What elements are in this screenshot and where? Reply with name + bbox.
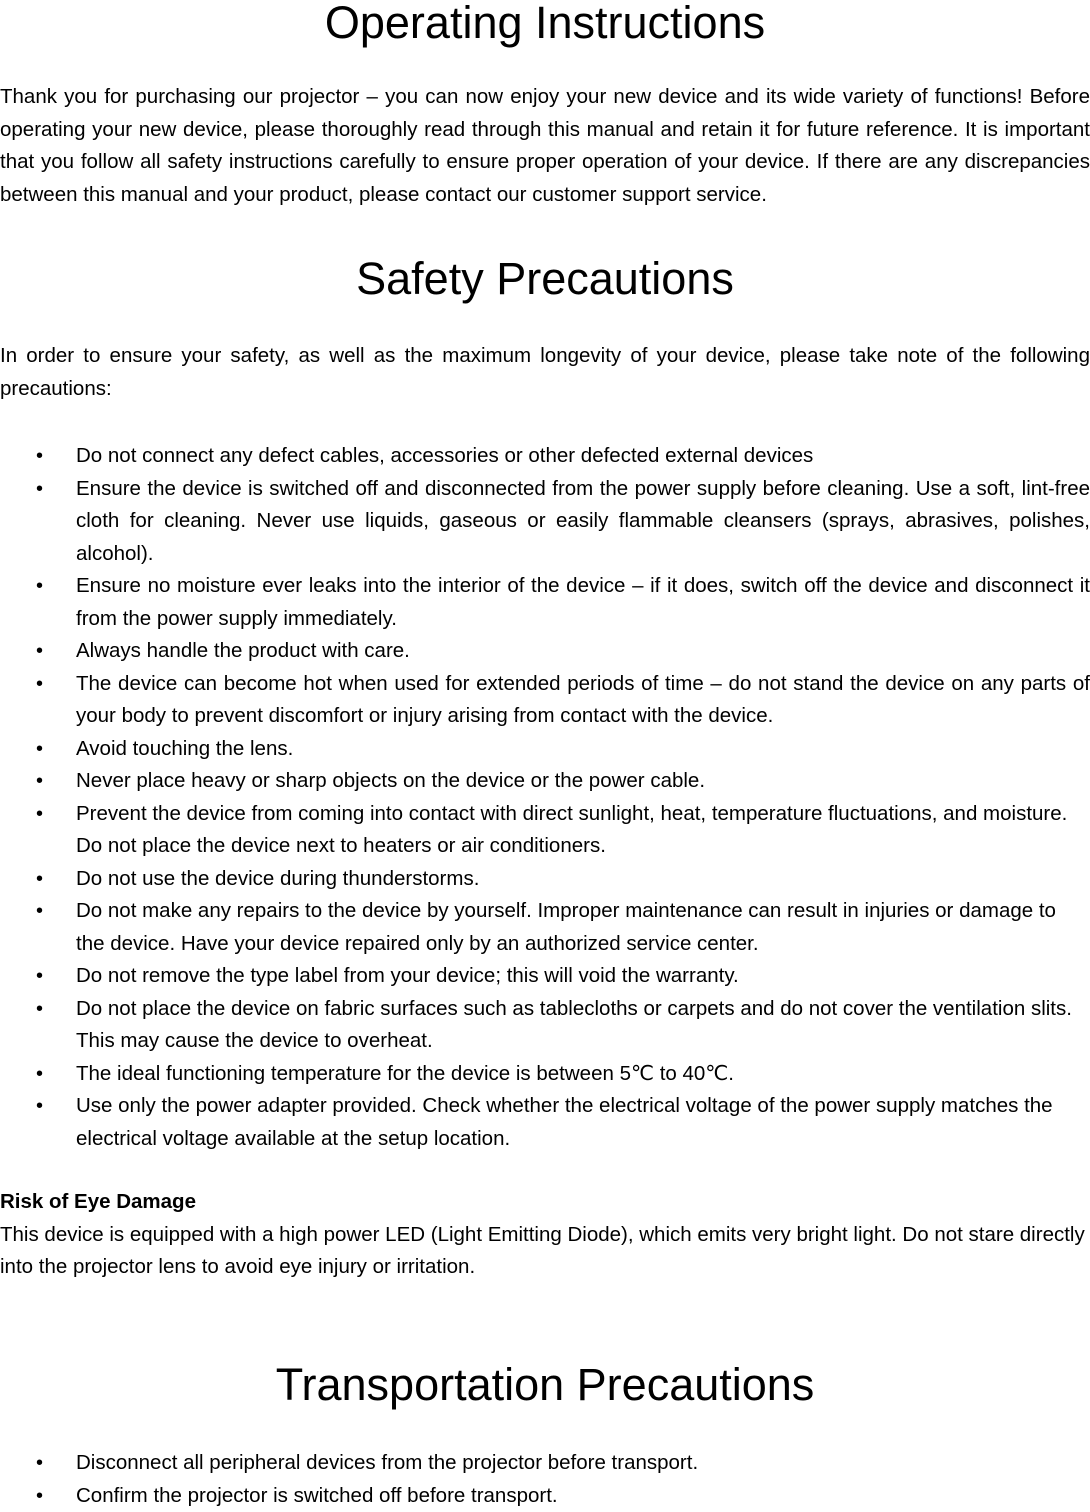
list-item	[0, 733, 1090, 766]
list-item	[0, 765, 1090, 798]
bullet-icon: •	[36, 635, 43, 668]
list-item-text: Always handle the product with care.	[76, 635, 1090, 668]
transport-heading: Transportation Precautions	[0, 1362, 1090, 1407]
list-item	[0, 570, 1090, 635]
list-item-text: Never place heavy or sharp objects on the device or the power cable.	[76, 765, 1090, 798]
bullet-icon: •	[36, 1090, 43, 1123]
safety-list	[0, 440, 1090, 1155]
list-item	[0, 440, 1090, 473]
bullet-icon: •	[36, 993, 43, 1026]
list-item-text: Prevent the device from coming into contact with direct sunlight, heat, temperature fluctuations, and moisture. Do not place the device next to heaters or air conditioners.	[76, 798, 1090, 863]
list-item	[0, 668, 1090, 733]
list-item-text: Do not place the device on fabric surfaces such as tablecloths or carpets and do not cover the ventilation slits. This may cause the device to overheat.	[76, 993, 1090, 1058]
list-item-text: Use only the power adapter provided. Check whether the electrical voltage of the power supply matches the electrical voltage available at the setup location.	[76, 1090, 1090, 1155]
bullet-icon: •	[36, 1447, 43, 1480]
bullet-icon: •	[36, 733, 43, 766]
list-item	[0, 993, 1090, 1058]
list-item	[0, 895, 1090, 960]
list-item-text: Avoid touching the lens.	[76, 733, 1090, 766]
intro-paragraph: Thank you for purchasing our projector – you can now enjoy your new device and its wide variety of functions! Before operating your new device, please thoroughly read through this manual and retain it for future reference. It is important that you follow all safety instructions carefully to ensure proper operation of your device. If there are any discrepancies between this manual and your product, please contact our customer support service.	[0, 81, 1090, 211]
bullet-icon: •	[36, 960, 43, 993]
list-item-text: Do not remove the type label from your device; this will void the warranty.	[76, 960, 1090, 993]
list-item-text: Do not use the device during thunderstorms.	[76, 863, 1090, 896]
bullet-icon: •	[36, 440, 43, 473]
list-item	[0, 863, 1090, 896]
bullet-icon: •	[36, 570, 43, 603]
list-item-text: Confirm the projector is switched off before transport.	[76, 1480, 1090, 1512]
bullet-icon: •	[36, 1480, 43, 1512]
list-item	[0, 1480, 1090, 1512]
bullet-icon: •	[36, 765, 43, 798]
list-item-text: Do not make any repairs to the device by yourself. Improper maintenance can result in injuries or damage to the device. Have your device repaired only by an authorized service center.	[76, 895, 1090, 960]
risk-text: This device is equipped with a high power LED (Light Emitting Diode), which emits very bright light. Do not stare directly into the projector lens to avoid eye injury or irritation.	[0, 1219, 1085, 1283]
transport-list	[0, 1447, 1090, 1512]
list-item	[0, 1058, 1090, 1091]
list-item-text: Ensure no moisture ever leaks into the interior of the device – if it does, switch off the device and disconnect it from the power supply immediately.	[76, 570, 1090, 635]
bullet-icon: •	[36, 798, 43, 831]
page-title: Operating Instructions	[0, 0, 1090, 45]
bullet-icon: •	[36, 473, 43, 506]
list-item	[0, 1090, 1090, 1155]
safety-heading: Safety Precautions	[0, 256, 1090, 301]
bullet-icon: •	[36, 895, 43, 928]
risk-title: Risk of Eye Damage	[0, 1188, 196, 1216]
bullet-icon: •	[36, 1058, 43, 1091]
list-item	[0, 635, 1090, 668]
list-item-text: The ideal functioning temperature for the device is between 5℃ to 40℃.	[76, 1058, 1090, 1091]
list-item	[0, 960, 1090, 993]
bullet-icon: •	[36, 668, 43, 701]
list-item-text: Disconnect all peripheral devices from the projector before transport.	[76, 1447, 1090, 1480]
list-item	[0, 473, 1090, 571]
safety-intro-paragraph: In order to ensure your safety, as well as the maximum longevity of your device, please take note of the following precautions:	[0, 340, 1090, 405]
list-item	[0, 1447, 1090, 1480]
bullet-icon: •	[36, 863, 43, 896]
list-item-text: Do not connect any defect cables, accessories or other defected external devices	[76, 440, 1090, 473]
list-item-text: The device can become hot when used for extended periods of time – do not stand the device on any parts of your body to prevent discomfort or injury arising from contact with the device.	[76, 668, 1090, 733]
list-item-text: Ensure the device is switched off and disconnected from the power supply before cleaning. Use a soft, lint-free cloth for cleaning. Never use liquids, gaseous or easily flammable cleansers (sprays, abrasives, polishes, alcohol).	[76, 473, 1090, 571]
list-item	[0, 798, 1090, 863]
